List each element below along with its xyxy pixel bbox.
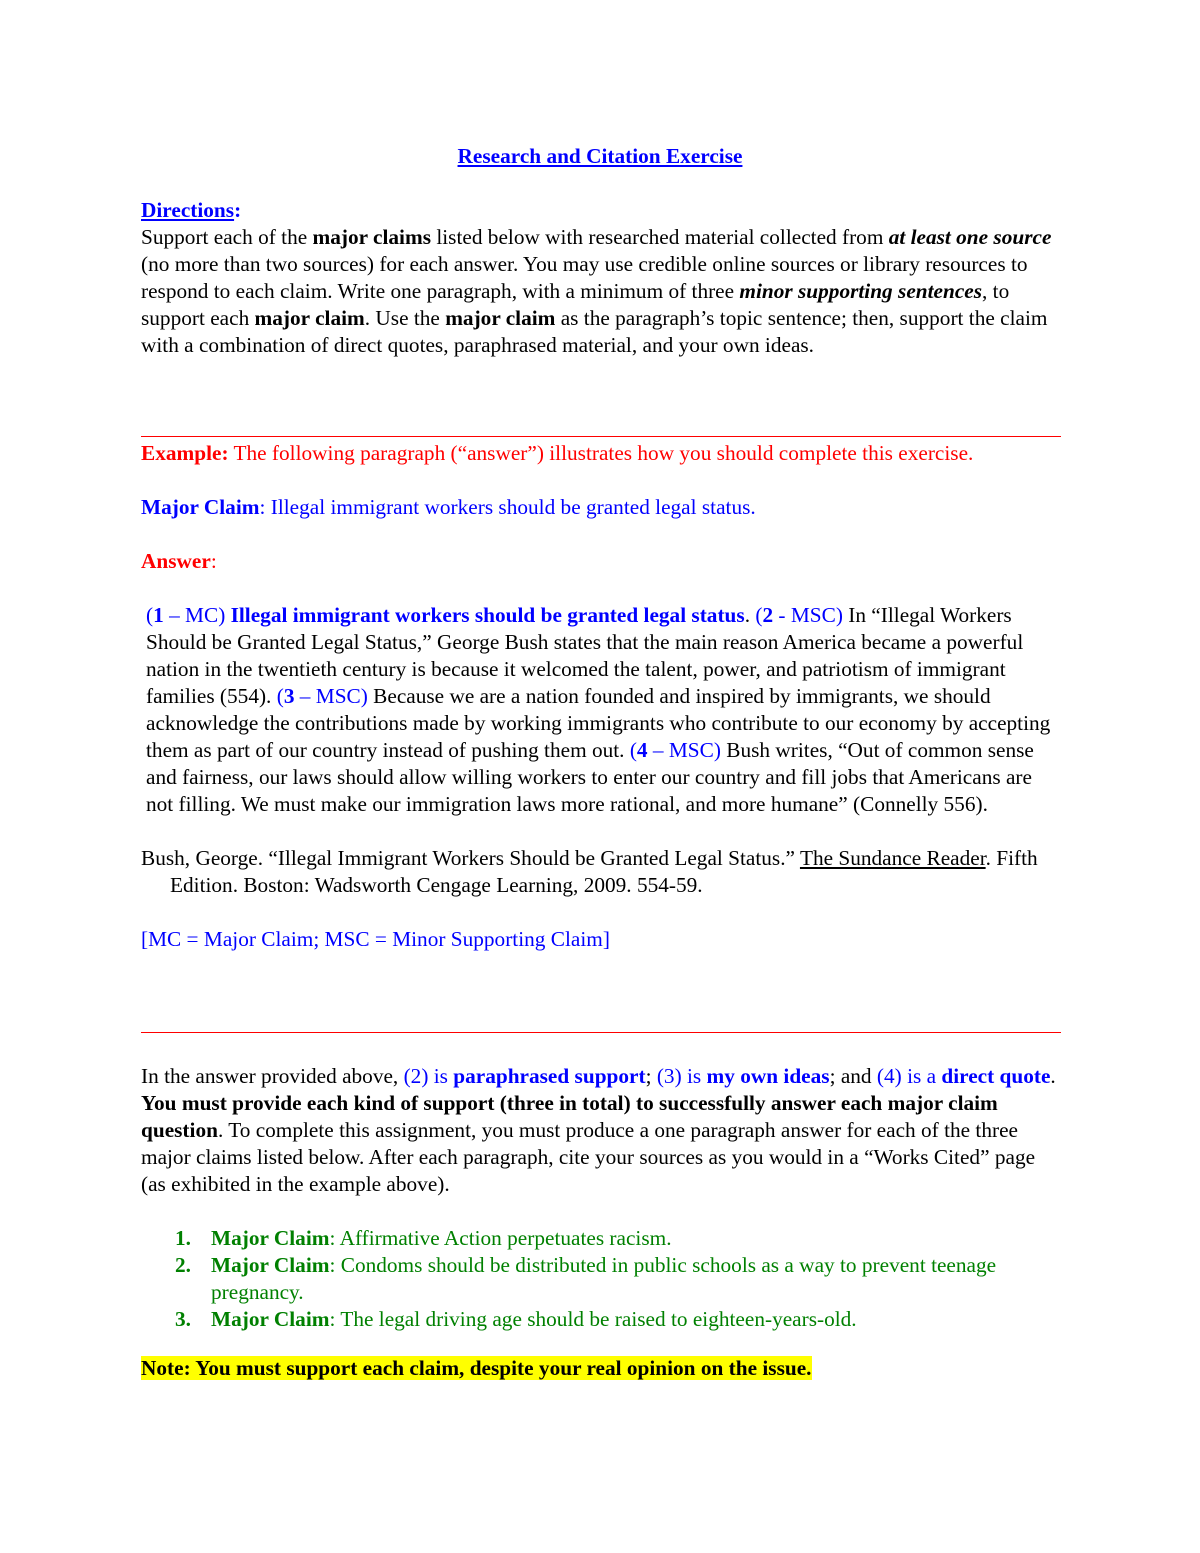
answer-heading: Answer:	[141, 549, 217, 573]
list-item: 1. Major Claim: Affirmative Action perpetuates racism.	[175, 1226, 672, 1250]
explanation-text: In the answer provided above, (2) is paraphrased support; (3) is my own ideas; and (4) is a direct quote. You must provide each kind of support (three in total) to successfully answer each major claim question. To complete this assignment, you must produce a one paragraph answer for each of the three major claims listed below. After each paragraph, cite your sources as you would in a “Works Cited” page (as exhibited in the example above).	[141, 1064, 1056, 1196]
major-claim-example: Major Claim: Illegal immigrant workers should be granted legal status.	[141, 495, 756, 519]
top-red-divider	[141, 436, 1061, 437]
explanation-section	[141, 1063, 1061, 1382]
major-claims-list	[141, 1225, 1061, 1333]
example-section	[141, 440, 1061, 953]
abbreviation-key: [MC = Major Claim; MSC = Minor Supporting Claim]	[141, 927, 610, 951]
list-item: 2. Major Claim: Condoms should be distributed in public schools as a way to prevent teenage pregnancy.	[175, 1253, 997, 1304]
example-intro: Example: The following paragraph (“answer”) illustrates how you should complete this exercise.	[141, 441, 974, 465]
page-title: Research and Citation Exercise	[457, 144, 743, 168]
works-cited-entry: Bush, George. “Illegal Immigrant Workers Should be Granted Legal Status.” The Sundance Reader. Fifth Edition. Boston: Wadsworth Cengage Learning, 2009. 554-59.	[141, 846, 1038, 897]
directions-text: Support each of the major claims listed below with researched material collected from at least one source (no more than two sources) for each answer. You may use credible online sources or library resources to respond to each claim. Write one paragraph, with a minimum of three minor supporting sentences, to support each major claim. Use the major claim as the paragraph’s topic sentence; then, support the claim with a combination of direct quotes, paraphrased material, and your own ideas.	[141, 225, 1052, 357]
bottom-red-divider	[141, 1032, 1061, 1033]
answer-paragraph: (1 – MC) Illegal immigrant workers should be granted legal status. (2 - MSC) In “Illegal Workers Should be Granted Legal Status,” George Bush states that the main reason America became a powerful nation in the twentieth century is because it welcomed the talent, power, and patriotism of immigrant families (554). (3 – MSC) Because we are a nation founded and inspired by immigrants, we should acknowledge the contributions made by working immigrants who contribute to our economy by accepting them as part of our country instead of pushing them out. (4 – MSC) Bush writes, “Out of common sense and fairness, our laws should allow willing workers to enter our country and fill jobs that Americans are not filling. We must make our immigration laws more rational, and more humane” (Connelly 556).	[146, 603, 1051, 816]
list-item: 3. Major Claim: The legal driving age should be raised to eighteen-years-old.	[175, 1307, 857, 1331]
directions-section	[141, 197, 1061, 359]
final-note: Note: You must support each claim, despite your real opinion on the issue.	[141, 1356, 812, 1380]
directions-heading: Directions:	[141, 198, 242, 222]
